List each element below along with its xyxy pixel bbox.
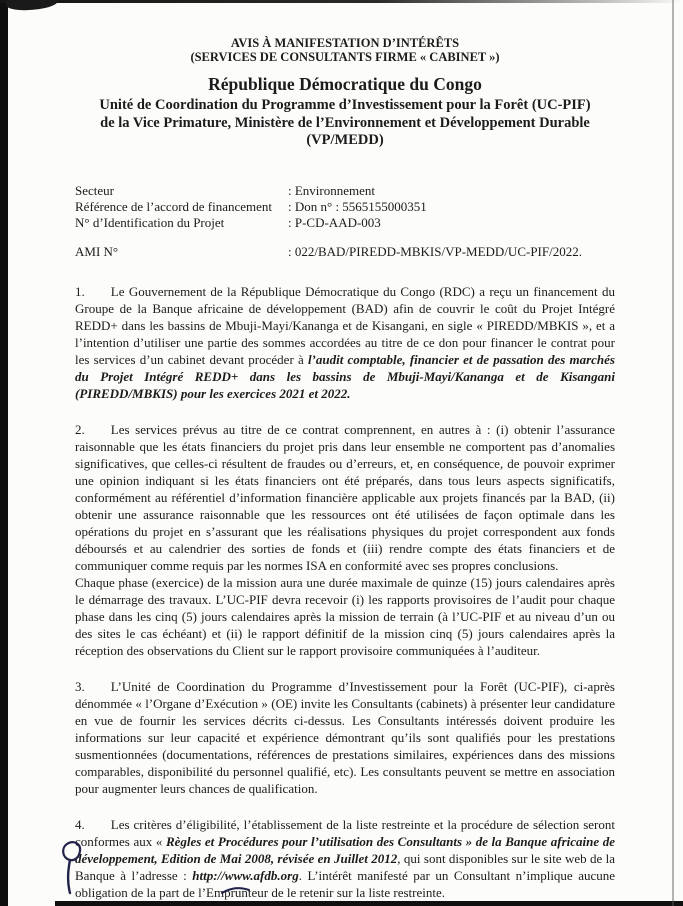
paragraph-text: Les services prévus au titre de ce contrat comprennent, en autres à : (i) obtenir l’assurance raisonnable que les états financiers du projet pris dans leur ensemble ne comportent pas d’anomalies significatives, que celles-ci résultent de fraudes ou d’erreurs, et, en conséquence, de pouvoir exprimer une opinion indiquant si les états financiers ont été préparés, dans tous leurs aspects significatifs, conformément au référentiel d’information financière applicable aux projets financés par la BAD, (ii) obtenir une assurance raisonnable que les ressources ont été utilisées de façon optimale dans les opérations du projet en s’assurant que les réalisations physiques du projet correspondent aux fonds déboursés et au calendrier des sorties de fonds et (iii) rendre compte des états financiers et de communiquer comme requis par les normes ISA en conformité avec ses propres conclusions. xyxy=(75,421,615,573)
document-content xyxy=(75,36,615,906)
paragraph-3 xyxy=(75,678,615,797)
paragraph-number: 2. xyxy=(75,421,85,437)
paragraph-text: Les critères d’éligibilité, l’établissement de la liste restreinte et la procédure de sélection seront conformes aux « xyxy=(75,816,615,849)
meta-value: : Environnement xyxy=(288,182,376,198)
meta-row-secteur xyxy=(75,183,615,199)
paragraph-2-continuation xyxy=(75,574,615,659)
document-header xyxy=(75,36,615,150)
paragraph-number: 3. xyxy=(75,678,85,694)
paragraph-emphasis: l’audit comptable, financier et de passation des marchés du Projet Intégré REDD+ dans les bassins de Mbuji-Mayi/Kananga et de Kisangani (PIREDD/MBKIS) pour les exercices 2021 et 2022. xyxy=(75,351,615,401)
organization-title-block xyxy=(75,97,615,150)
organization-title-line2: de la Vice Primature, Ministère de l’Environnement et Développement Durable xyxy=(100,114,590,131)
document-url: http://www.afdb.org xyxy=(192,867,299,883)
paragraph-text: Chaque phase (exercice) de la mission aura une durée maximale de quinze (15) jours calendaires après le démarrage des travaux. L’UC-PIF devra recevoir (i) les rapports provisoires de l’audit pour chaque phase dans les cinq (5) jours calendaires après la mission de terrain (à l’UC-PIF et au niveau d’un ou des sites le cas échéant) et (ii) le rapport définitif de la mission cinq (5) jours calendaires après la réception des observations du Client sur le rapport provisoire communiquées à l’auditeur. xyxy=(75,574,615,658)
organization-title-line1: Unité de Coordination du Programme d’Investissement pour la Forêt (UC-PIF) xyxy=(99,97,591,113)
meta-label: AMI N° xyxy=(75,243,119,259)
handwritten-dash-mark xyxy=(220,883,252,897)
paragraph-number: 1. xyxy=(75,283,85,299)
reference-table xyxy=(75,183,615,260)
meta-value: : Don n° : 5565155000351 xyxy=(288,198,427,214)
document-body xyxy=(75,283,615,901)
paragraph-number: 4. xyxy=(75,816,85,832)
scan-edge-top xyxy=(0,0,683,3)
meta-value: : P-CD-AAD-003 xyxy=(288,214,381,230)
paragraph-text: Le Gouvernement de la République Démocratique du Congo (RDC) a reçu un financement du Groupe de la Banque africaine de développement (BAD) afin de couvrir le coût du Projet Intégré REDD+ dans les bassins de Mbuji-Mayi/Kananga et de Kisangani, en sigle « PIREDD/MBKIS », et a l’intention d’utiliser une partie des sommes accordées au titre de ce don pour financer le contrat pour les services d’un cabinet devant procéder à xyxy=(75,283,615,367)
meta-row-reference-financement xyxy=(75,199,615,215)
paragraph-emphasis: Règles et Procédures pour l’utilisation des Consultants » de la Banque africaine de développement, Edition de Mai 2008, révisée en Juillet 2012 xyxy=(75,833,616,866)
meta-label: Secteur xyxy=(75,182,114,198)
country-title: République Démocratique du Congo xyxy=(208,74,482,94)
scan-corner-blob xyxy=(6,0,58,11)
notice-title-line2: (SERVICES DE CONSULTANTS FIRME « CABINET ») xyxy=(190,50,500,64)
scan-edge-right xyxy=(672,0,674,906)
meta-row-ami xyxy=(75,244,615,260)
paragraph-2 xyxy=(75,421,615,574)
meta-label: N° d’Identification du Projet xyxy=(75,214,225,230)
paragraph-1 xyxy=(75,283,615,402)
paragraph-text: , qui sont disponibles sur le site web de la Banque à l’adresse : xyxy=(75,850,615,883)
scan-edge-left xyxy=(0,0,8,906)
notice-title-line1: AVIS À MANIFESTATION D’INTÉRÊTS xyxy=(230,36,460,50)
paragraph-text: L’Unité de Coordination du Programme d’Investissement pour la Forêt (UC-PIF), ci-après dénommée « l’Organe d’Exécution » (OE) invite les Consultants (cabinets) à présenter leur candidature en vue de fournir les services décrits ci-dessus. Les Consultants intéressés doivent produire les informations sur leur capacité et expérience démontrant qu’ils sont qualifiés pour les prestations susmentionnées (documentations, références de prestations similaires, expériences dans des missions comparables, disponibilité du personnel qualifié, etc). Les consultants peuvent se mettre en association pour augmenter leurs chances de qualification. xyxy=(75,678,615,796)
organization-title-line3: (VP/MEDD) xyxy=(306,132,384,148)
handwritten-loop-mark xyxy=(53,838,91,896)
paragraph-4 xyxy=(75,816,615,901)
paragraph-text: . L’intérêt manifesté par un Consultant n’implique aucune obligation de la part de l’Emprunteur de le retenir sur la liste restreinte. xyxy=(75,867,615,900)
meta-value: : 022/BAD/PIREDD-MBKIS/VP-MEDD/UC-PIF/2022. xyxy=(288,243,582,259)
scan-edge-bottom xyxy=(55,901,683,906)
meta-row-identification-projet xyxy=(75,215,615,231)
meta-label: Référence de l’accord de financement xyxy=(75,198,273,214)
